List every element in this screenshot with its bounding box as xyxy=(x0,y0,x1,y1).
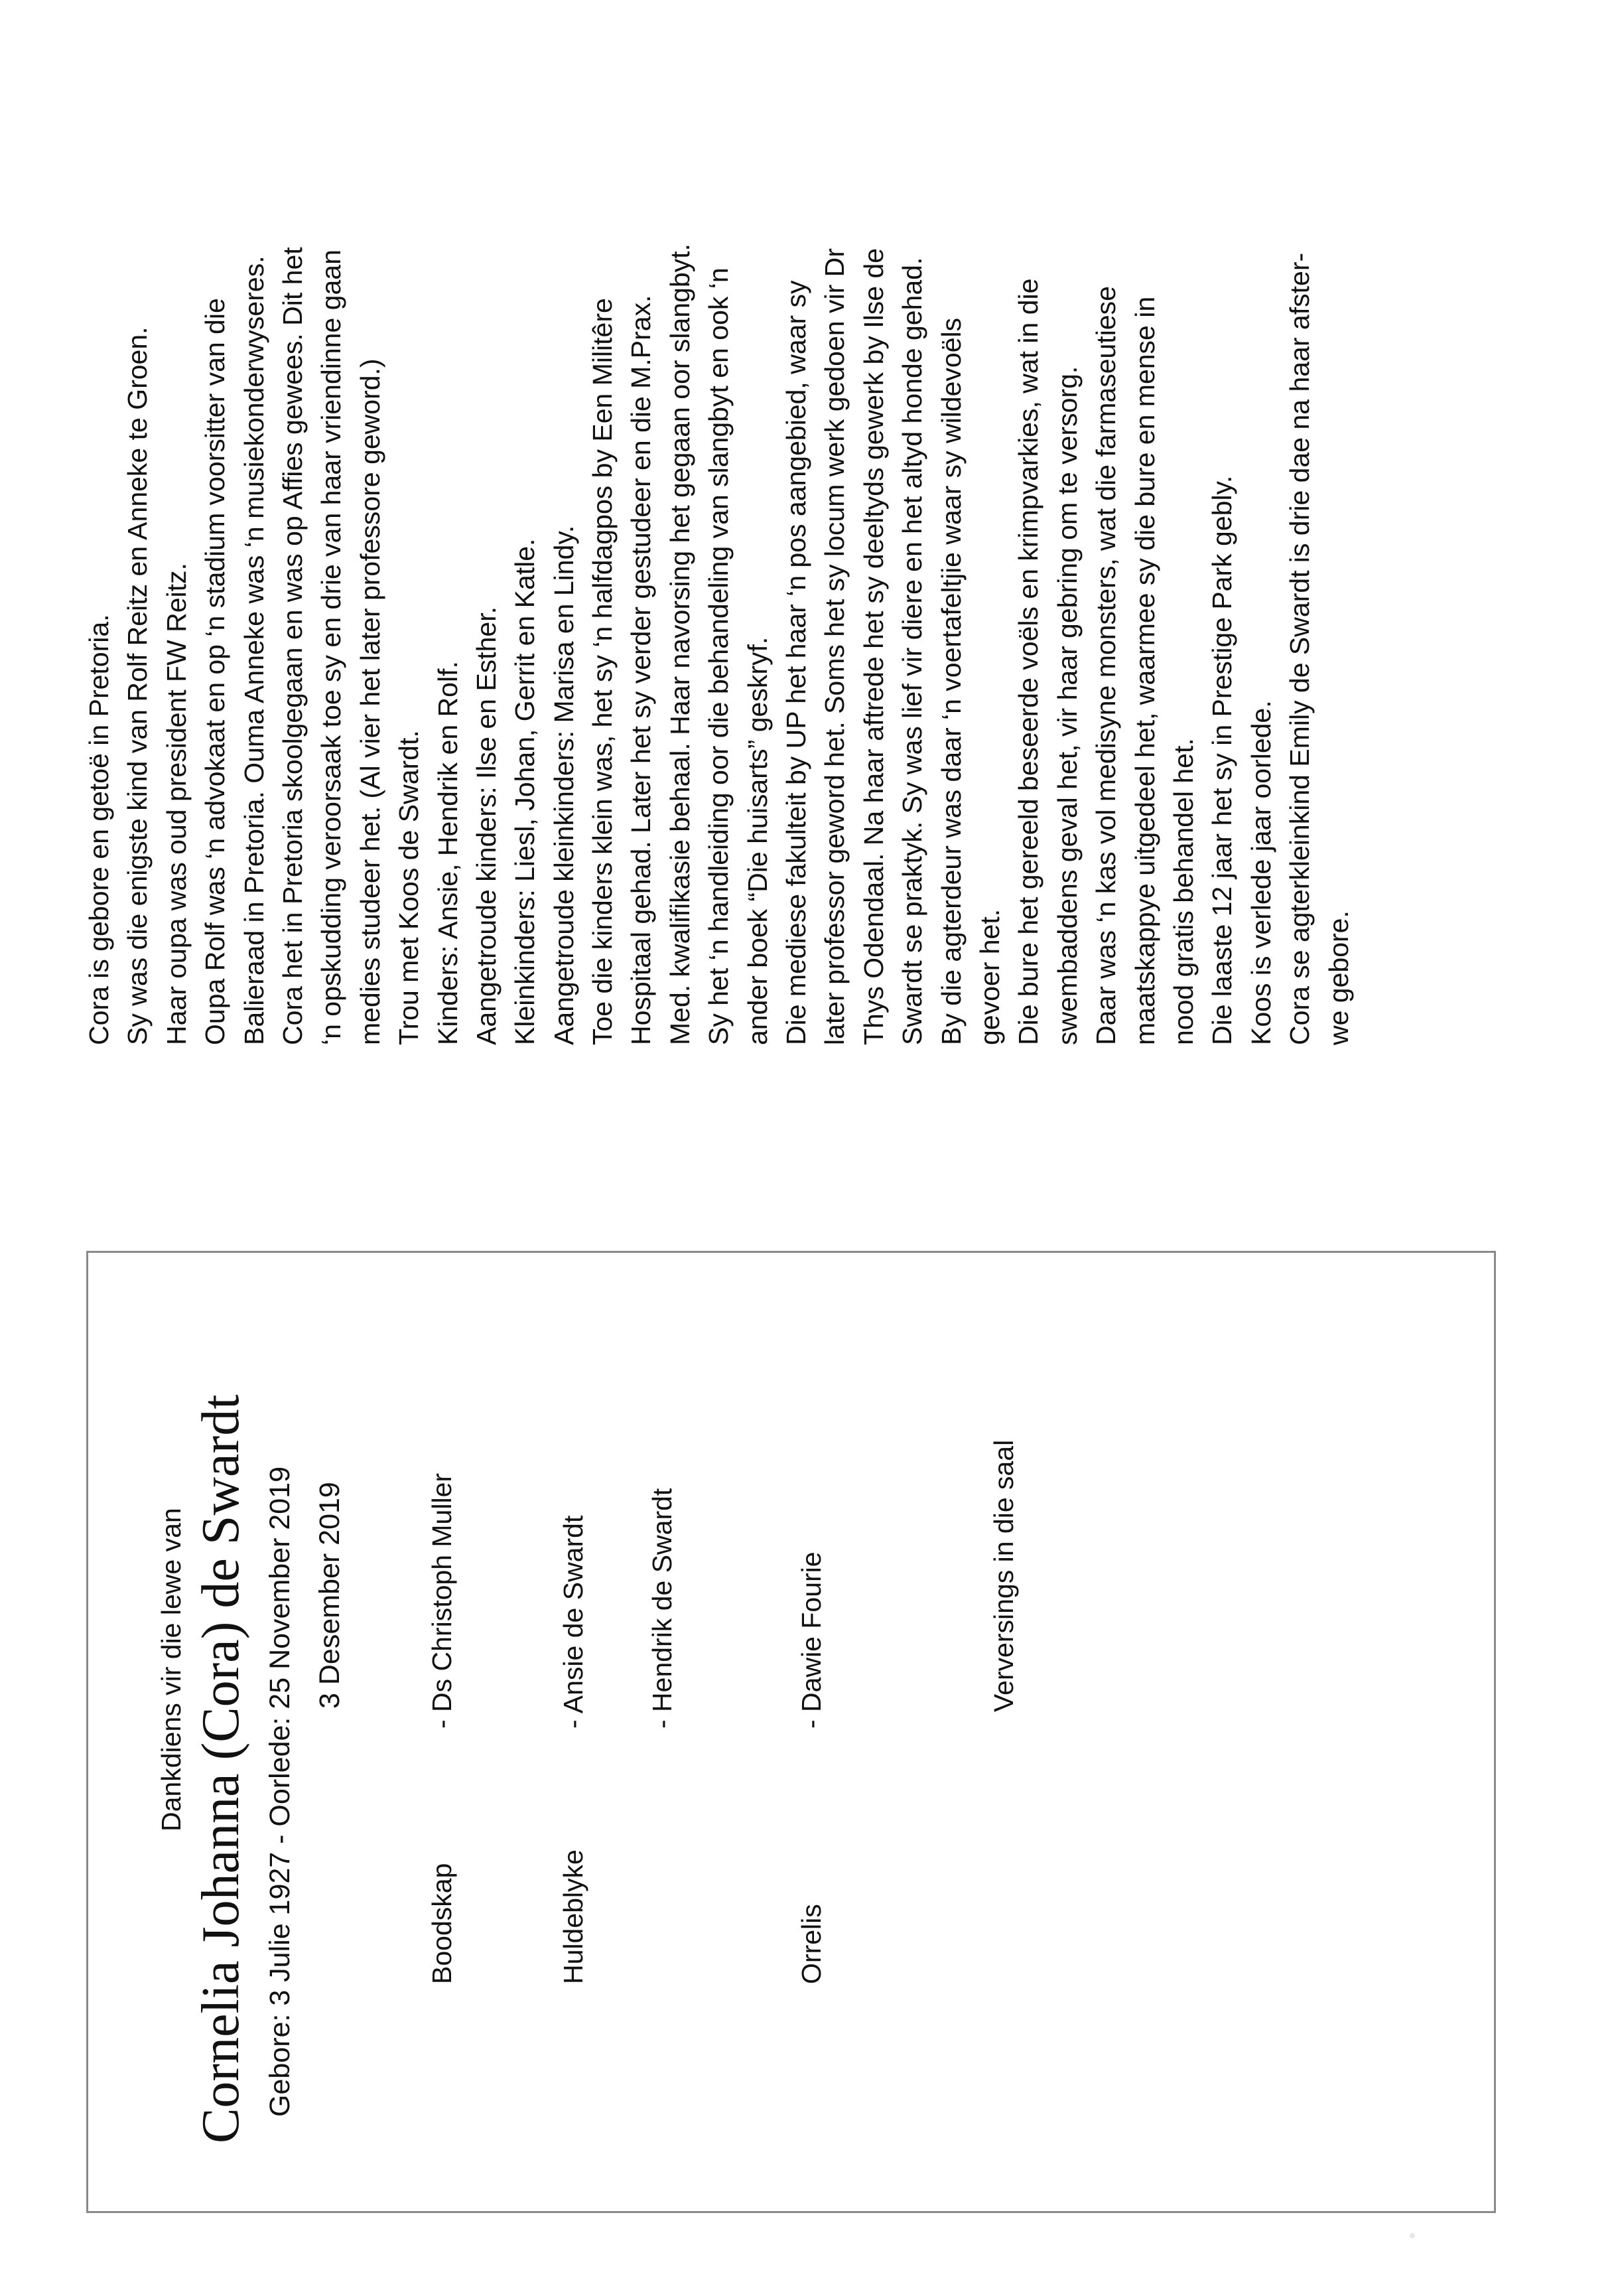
service-date: 3 Desember 2019 xyxy=(314,1482,346,1709)
bio-line: Balieraad in Pretoria. Ouma Anneke was ‘n musiekonderwyseres. xyxy=(238,255,269,1045)
bio-line: ander boek “Die huisarts” geskryf. xyxy=(742,636,773,1045)
birth-death-dates: Gebore: 3 Julie 1927 - Oorlede: 25 November 2019 xyxy=(264,1466,296,2117)
bio-line: By die agterdeur was daar ‘n voertafeltjie waar sy wildevoëls xyxy=(935,317,967,1045)
bio-line: later professor geword het. Soms het sy locum werk gedoen vir Dr xyxy=(819,248,850,1045)
bio-line: maatskappye uitgedeel het, waarmee sy die bure en mense in xyxy=(1129,296,1160,1045)
bio-line: Die mediese fakulteit by UP het haar ‘n pos aangebied, waar sy xyxy=(781,280,812,1045)
bio-line: Med. kwalifikasie behaal. Haar navorsing het gegaan oor slangbyt. xyxy=(664,244,695,1045)
scan-speck xyxy=(1410,2233,1415,2238)
bio-line: Thys Odendaal. Na haar aftrede het sy deeltyds gewerk by Ilse de xyxy=(858,248,889,1045)
bio-line: Cora is gebore en getoë in Pretoria. xyxy=(84,614,114,1045)
item-person-huldeblyke-2: - Hendrik de Swardt xyxy=(647,1488,677,1729)
bio-line: Trou met Koos de Swardt. xyxy=(393,730,425,1045)
bio-line: Oupa Rolf was ‘n advokaat en op ‘n stadium voorsitter van die xyxy=(200,298,231,1045)
bio-line: Daar was ‘n kas vol medisyne monsters, wat die farmaseutiese xyxy=(1091,286,1122,1045)
programme-heading: Dankdiens vir die lewe van xyxy=(156,1508,186,1831)
biography-block xyxy=(80,10,1513,1045)
refreshments-note: Verversings in die saal xyxy=(988,1439,1019,1712)
bio-line: nood gratis behandel het. xyxy=(1168,738,1199,1045)
bio-line: medies studeer het. (Al vier het later professore geword.) xyxy=(354,358,385,1045)
item-person-boodskap: - Ds Christoph Muller xyxy=(427,1472,457,1729)
bio-line: Koos is verlede jaar oorlede. xyxy=(1245,700,1276,1045)
bio-line: Sy het ‘n handleiding oor die behandeling van slangbyt en ook ‘n xyxy=(703,267,734,1045)
bio-line: we gebore. xyxy=(1323,910,1354,1045)
item-label-huldeblyke: Huldeblyke xyxy=(558,1849,588,1984)
bio-line: Haar oupa was oud president FW Reitz. xyxy=(161,563,192,1045)
bio-line: Hospitaal gehad. Later het sy verder gestudeer en die M.Prax. xyxy=(626,295,657,1045)
programme-block xyxy=(86,1251,1496,2213)
bio-line: Aangetroude kleinkinders: Marisa en Lindy. xyxy=(548,525,579,1045)
bio-line: Sy was die enigste kind van Rolf Reitz en Anneke te Groen. xyxy=(122,326,153,1045)
bio-line: ‘n opskudding veroorsaak toe sy en drie van haar vriendinne gaan xyxy=(316,250,347,1045)
item-person-orrelis: - Dawie Fourie xyxy=(796,1551,827,1729)
bio-line: Swardt se praktyk. Sy was lief vir diere en het altyd honde gehad. xyxy=(897,257,928,1045)
bio-line: Cora se agterkleinkind Emily de Swardt is drie dae na haar afster- xyxy=(1284,252,1315,1045)
bio-line: Die bure het gereeld beseerde voëls en krimpvarkies, wat in die xyxy=(1013,278,1044,1045)
bio-line: gevoer het. xyxy=(974,908,1005,1045)
item-label-boodskap: Boodskap xyxy=(427,1863,457,1984)
bio-line: Die laaste 12 jaar het sy in Prestige Park gebly. xyxy=(1207,475,1238,1045)
bio-line: swembaddens geval het, vir haar gebring om te versorg. xyxy=(1051,366,1083,1045)
deceased-name: Cornelia Johanna (Cora) de Swardt xyxy=(192,1394,250,2143)
item-person-huldeblyke-1: - Ansie de Swardt xyxy=(558,1515,588,1729)
bio-line: Aangetroude kinders: Ilse en Esther. xyxy=(470,607,502,1045)
bio-line: Kleinkinders: Liesl, Johan, Gerrit en Katle. xyxy=(509,538,541,1045)
bio-line: Cora het in Pretoria skoolgegaan en was op Affies gewees. Dit het xyxy=(277,247,308,1045)
item-label-orrelis: Orrelis xyxy=(796,1904,827,1984)
bio-line: Kinders: Ansie, Hendrik en Rolf. xyxy=(432,661,463,1045)
bio-line: Toe die kinders klein was, het sy ‘n halfdagpos by Een Militêre xyxy=(587,298,618,1045)
